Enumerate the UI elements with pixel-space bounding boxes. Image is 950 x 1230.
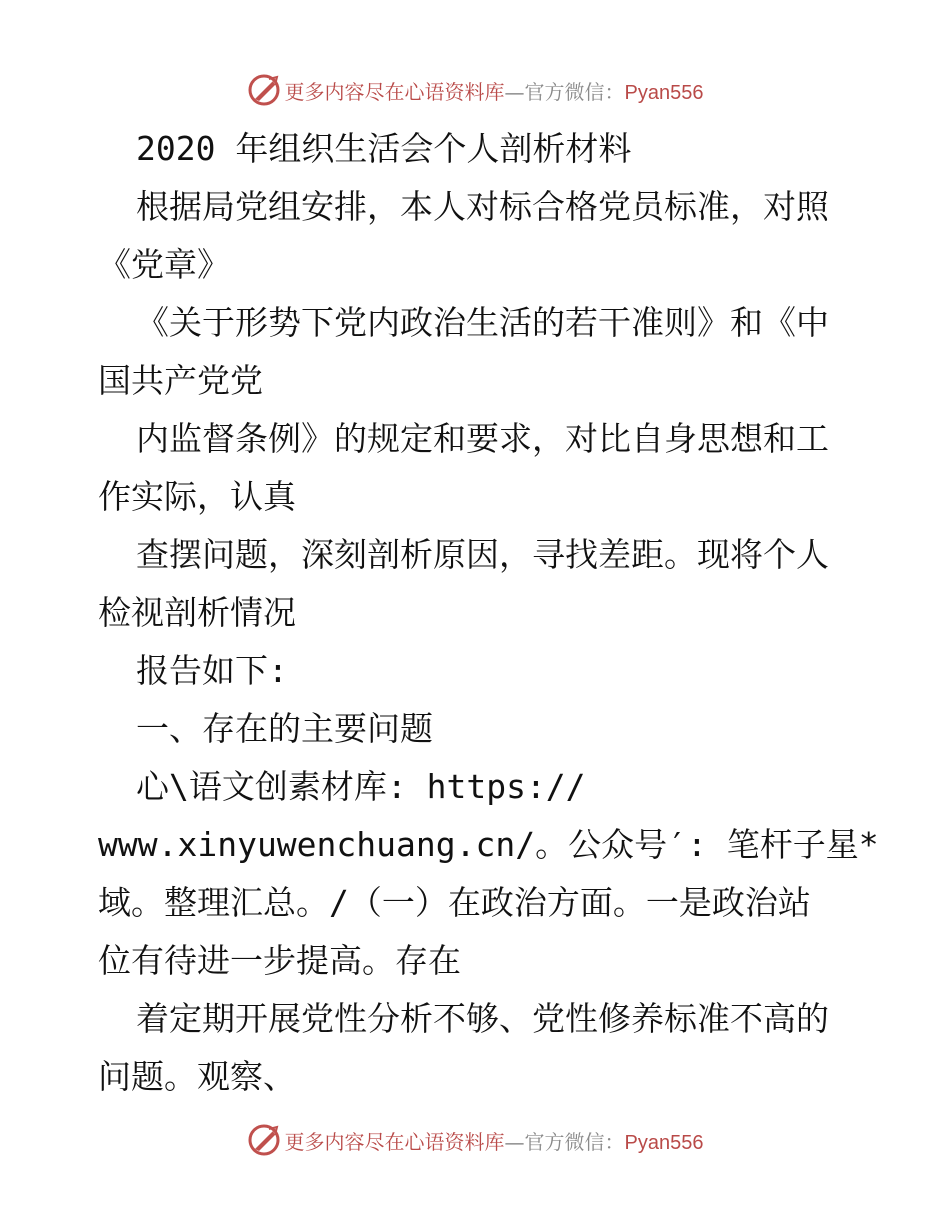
document-line: 一、存在的主要问题 (136, 709, 433, 748)
document-line: 域。整理汇总。/（一）在政治方面。一是政治站 (98, 883, 811, 922)
banner-title: 更多内容尽在心语资料库 (284, 79, 505, 104)
banner-title: 更多内容尽在心语资料库 (284, 1129, 505, 1154)
quill-logo-icon (247, 73, 281, 107)
banner-wechat-id: Pyan556 (624, 81, 704, 104)
document-line: 着定期开展党性分析不够、党性修养标准不高的 (136, 999, 829, 1038)
document-line: 《关于形势下党内政治生活的若干准则》和《中 (136, 303, 829, 342)
document-line: 内监督条例》的规定和要求，对比自身思想和工 (136, 419, 829, 458)
banner-official-label: 官方微信： (524, 1129, 625, 1154)
banner-separator: — (504, 1129, 525, 1154)
document-line: 查摆问题，深刻剖析原因，寻找差距。现将个人 (136, 535, 829, 574)
document-line: 检视剖析情况 (98, 593, 296, 632)
document-line: 国共产党党 (98, 361, 263, 400)
document-line: 心\语文创素材库: https:// (136, 767, 586, 806)
document-line: 2020 年组织生活会个人剖析材料 (136, 129, 632, 168)
footer-watermark (0, 1120, 950, 1160)
document-line: 问题。观察、 (98, 1057, 296, 1096)
document-line: 根据局党组安排，本人对标合格党员标准，对照 (136, 187, 829, 226)
document-body (98, 120, 879, 1106)
banner-official-label: 官方微信： (524, 79, 625, 104)
document-line: www.xinyuwenchuang.cn/。公众号′: 笔杆子星* (98, 825, 879, 864)
banner-wechat-id: Pyan556 (624, 1131, 704, 1154)
header-watermark (0, 70, 950, 110)
document-line: 报告如下: (136, 651, 288, 690)
quill-logo-icon (247, 1123, 281, 1157)
document-line: 作实际，认真 (98, 477, 296, 516)
banner-separator: — (504, 79, 525, 104)
document-line: 位有待进一步提高。存在 (98, 941, 461, 980)
document-line: 《党章》 (98, 245, 230, 284)
